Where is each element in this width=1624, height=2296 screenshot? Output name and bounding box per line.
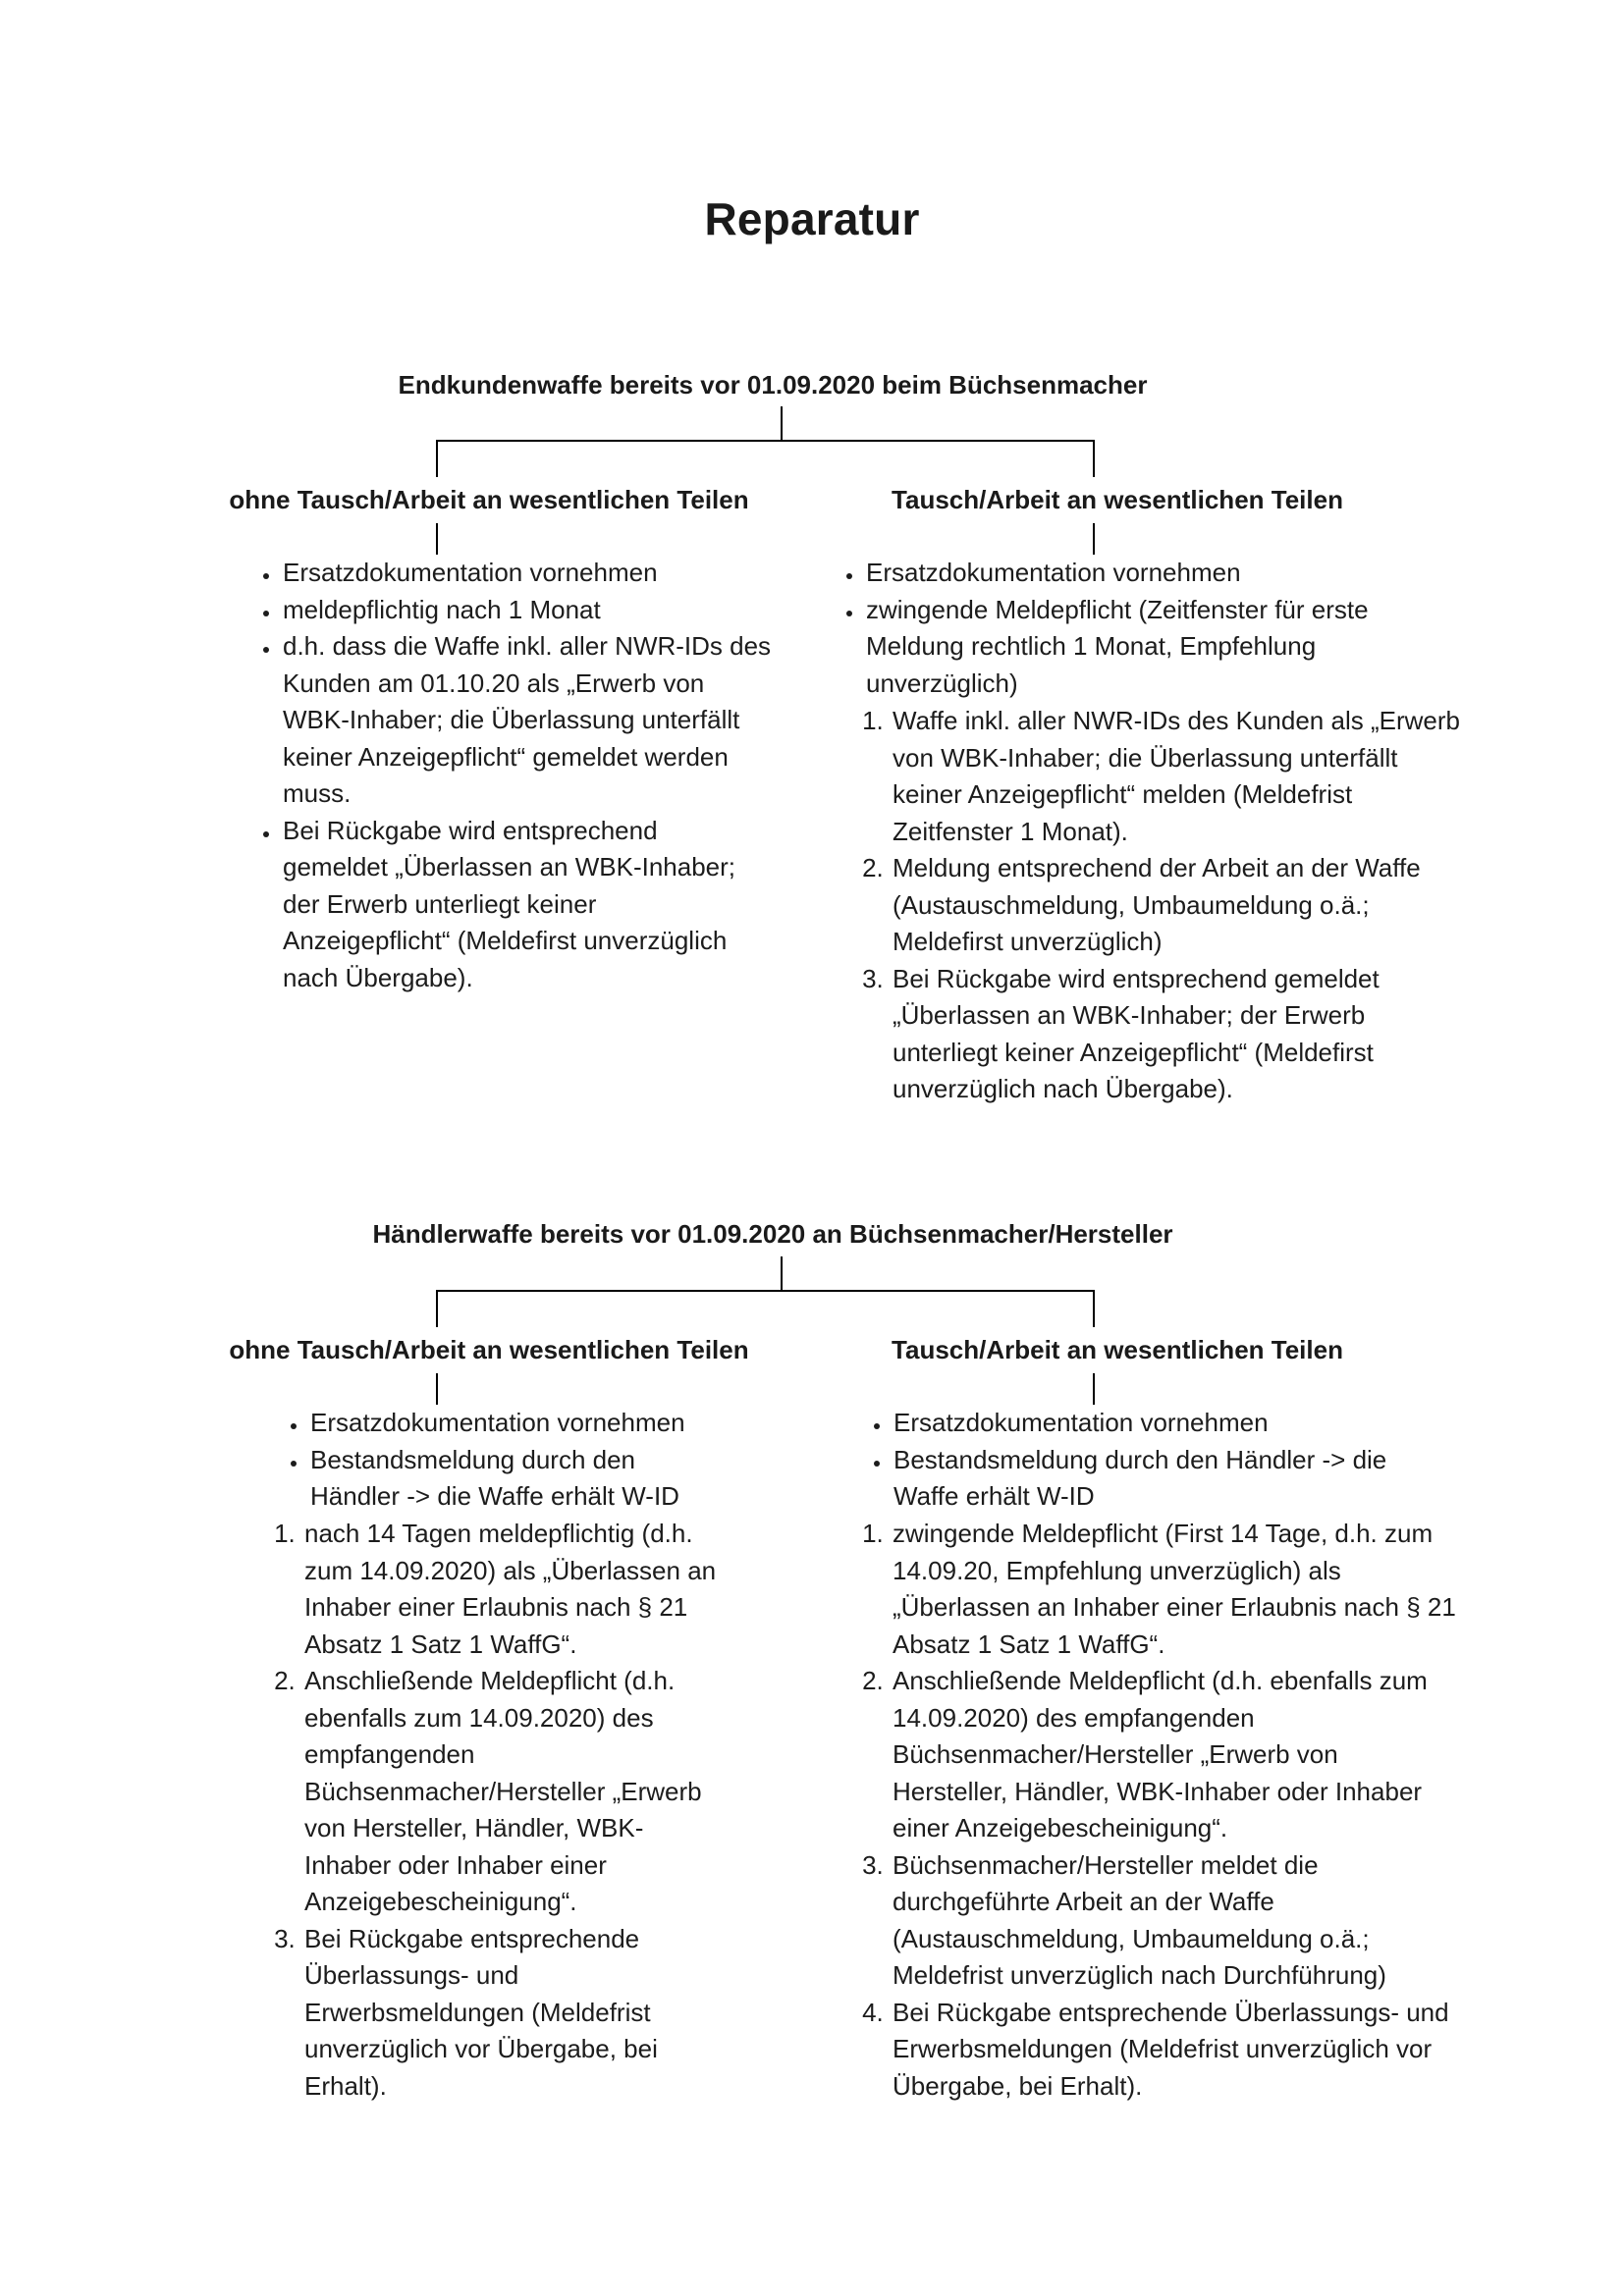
list-item: 4. Bei Rückgabe entsprechende Überlassungs- und Erwerbsmeldungen (Meldefrist unverzüglich vor Übergabe, bei Erhalt). <box>891 1995 1480 2106</box>
list-item: 2. Anschließende Meldepflicht (d.h. ebenfalls zum 14.09.2020) des empfangenden Büchsenmacher/Hersteller „Erwerb von Hersteller, Händler, WBK-Inhaber oder Inhaber einer Anzeigebescheinigung“. <box>891 1663 1442 1847</box>
list-item: • Bei Rückgabe wird entsprechend gemeldet „Überlassen an WBK-Inhaber; der Erwerb unterliegt keiner Anzeigepflicht“ (Meldefirst unverzüglich nach Übergabe). <box>281 813 744 997</box>
right-bullet-list <box>833 555 1468 702</box>
right-branch-heading: Tausch/Arbeit an wesentlichen Teilen <box>892 485 1343 514</box>
right-branch-connector <box>1093 1373 1095 1405</box>
list-item: • meldepflichtig nach 1 Monat <box>281 592 811 629</box>
tree-branch-left <box>436 440 438 477</box>
page-title: Reparatur <box>704 193 920 244</box>
list-item: 1. nach 14 Tagen meldepflichtig (d.h. zum 14.09.2020) als „Überlassen an Inhaber einer Erlaubnis nach § 21 Absatz 1 Satz 1 WaffG“. <box>302 1516 746 1663</box>
tree-branch-right <box>1093 440 1095 477</box>
list-item: • d.h. dass die Waffe inkl. aller NWR-IDs des Kunden am 01.10.20 als „Erwerb von WBK-Inhaber; die Überlassung unterfällt keiner Anzeigepflicht“ gemeldet werden muss. <box>281 628 774 813</box>
tree-stem <box>781 1256 783 1292</box>
left-branch-connector <box>436 523 438 555</box>
tree-crossbar <box>436 440 1095 442</box>
list-item: • Bestandsmeldung durch den Händler -> die Waffe erhält W-ID <box>308 1442 723 1516</box>
left-bullet-list <box>249 1405 799 1516</box>
section-heading: Endkundenwaffe bereits vor 01.09.2020 beim Büchsenmacher <box>398 370 1148 400</box>
tree-crossbar <box>436 1290 1095 1292</box>
right-numbered-list <box>854 703 1470 1108</box>
left-numbered-list <box>266 1516 793 2105</box>
right-branch-heading: Tausch/Arbeit an wesentlichen Teilen <box>892 1335 1343 1364</box>
list-item: • zwingende Meldepflicht (Zeitfenster für erste Meldung rechtlich 1 Monat, Empfehlung unverzüglich) <box>864 592 1435 703</box>
section-heading: Händlerwaffe bereits vor 01.09.2020 an Büchsenmacher/Hersteller <box>372 1219 1173 1249</box>
left-branch-connector <box>436 1373 438 1405</box>
list-item: 3. Bei Rückgabe wird entsprechend gemeldet „Überlassen an WBK-Inhaber; der Erwerb unterliegt keiner Anzeigepflicht“ (Meldefirst unverzüglich nach Übergabe). <box>891 961 1470 1108</box>
left-bullet-list <box>249 555 811 996</box>
left-branch-heading: ohne Tausch/Arbeit an wesentlichen Teilen <box>229 1335 749 1364</box>
right-numbered-list <box>854 1516 1480 2105</box>
tree-branch-left <box>436 1290 438 1327</box>
list-item: 2. Anschließende Meldepflicht (d.h. ebenfalls zum 14.09.2020) des empfangenden Büchsenmacher/Hersteller „Erwerb von Hersteller, Händler, WBK-Inhaber oder Inhaber einer Anzeigebescheinigung“. <box>302 1663 717 1921</box>
left-branch-heading: ohne Tausch/Arbeit an wesentlichen Teilen <box>229 485 749 514</box>
right-branch-connector <box>1093 523 1095 555</box>
list-item: • Ersatzdokumentation vornehmen <box>308 1405 799 1442</box>
list-item: 3. Büchsenmacher/Hersteller meldet die durchgeführte Arbeit an der Waffe (Austauschmeldung, Umbaumeldung o.ä.; Meldefrist unverzüglich nach Durchführung) <box>891 1847 1480 1995</box>
list-item: 1. zwingende Meldepflicht (First 14 Tage, d.h. zum 14.09.20, Empfehlung unverzüglich) als „Überlassen an Inhaber einer Erlaubnis nach § 21 Absatz 1 Satz 1 WaffG“. <box>891 1516 1480 1663</box>
list-item: 1. Waffe inkl. aller NWR-IDs des Kunden als „Erwerb von WBK-Inhaber; die Überlassung unterfällt keiner Anzeigepflicht“ melden (Meldefrist Zeitfenster 1 Monat). <box>891 703 1470 850</box>
list-item: • Ersatzdokumentation vornehmen <box>281 555 811 592</box>
tree-stem <box>781 406 783 442</box>
list-item: • Ersatzdokumentation vornehmen <box>864 555 1468 592</box>
list-item: • Ersatzdokumentation vornehmen <box>892 1405 1481 1442</box>
list-item: 3. Bei Rückgabe entsprechende Überlassungs- und Erwerbsmeldungen (Meldefrist unverzüglich vor Übergabe, bei Erhalt). <box>302 1921 717 2106</box>
list-item: • Bestandsmeldung durch den Händler -> die Waffe erhält W-ID <box>892 1442 1429 1516</box>
right-bullet-list <box>833 1405 1481 1516</box>
list-item: 2. Meldung entsprechend der Arbeit an der Waffe (Austauschmeldung, Umbaumeldung o.ä.; Meldefirst unverzüglich) <box>891 850 1470 961</box>
tree-branch-right <box>1093 1290 1095 1327</box>
